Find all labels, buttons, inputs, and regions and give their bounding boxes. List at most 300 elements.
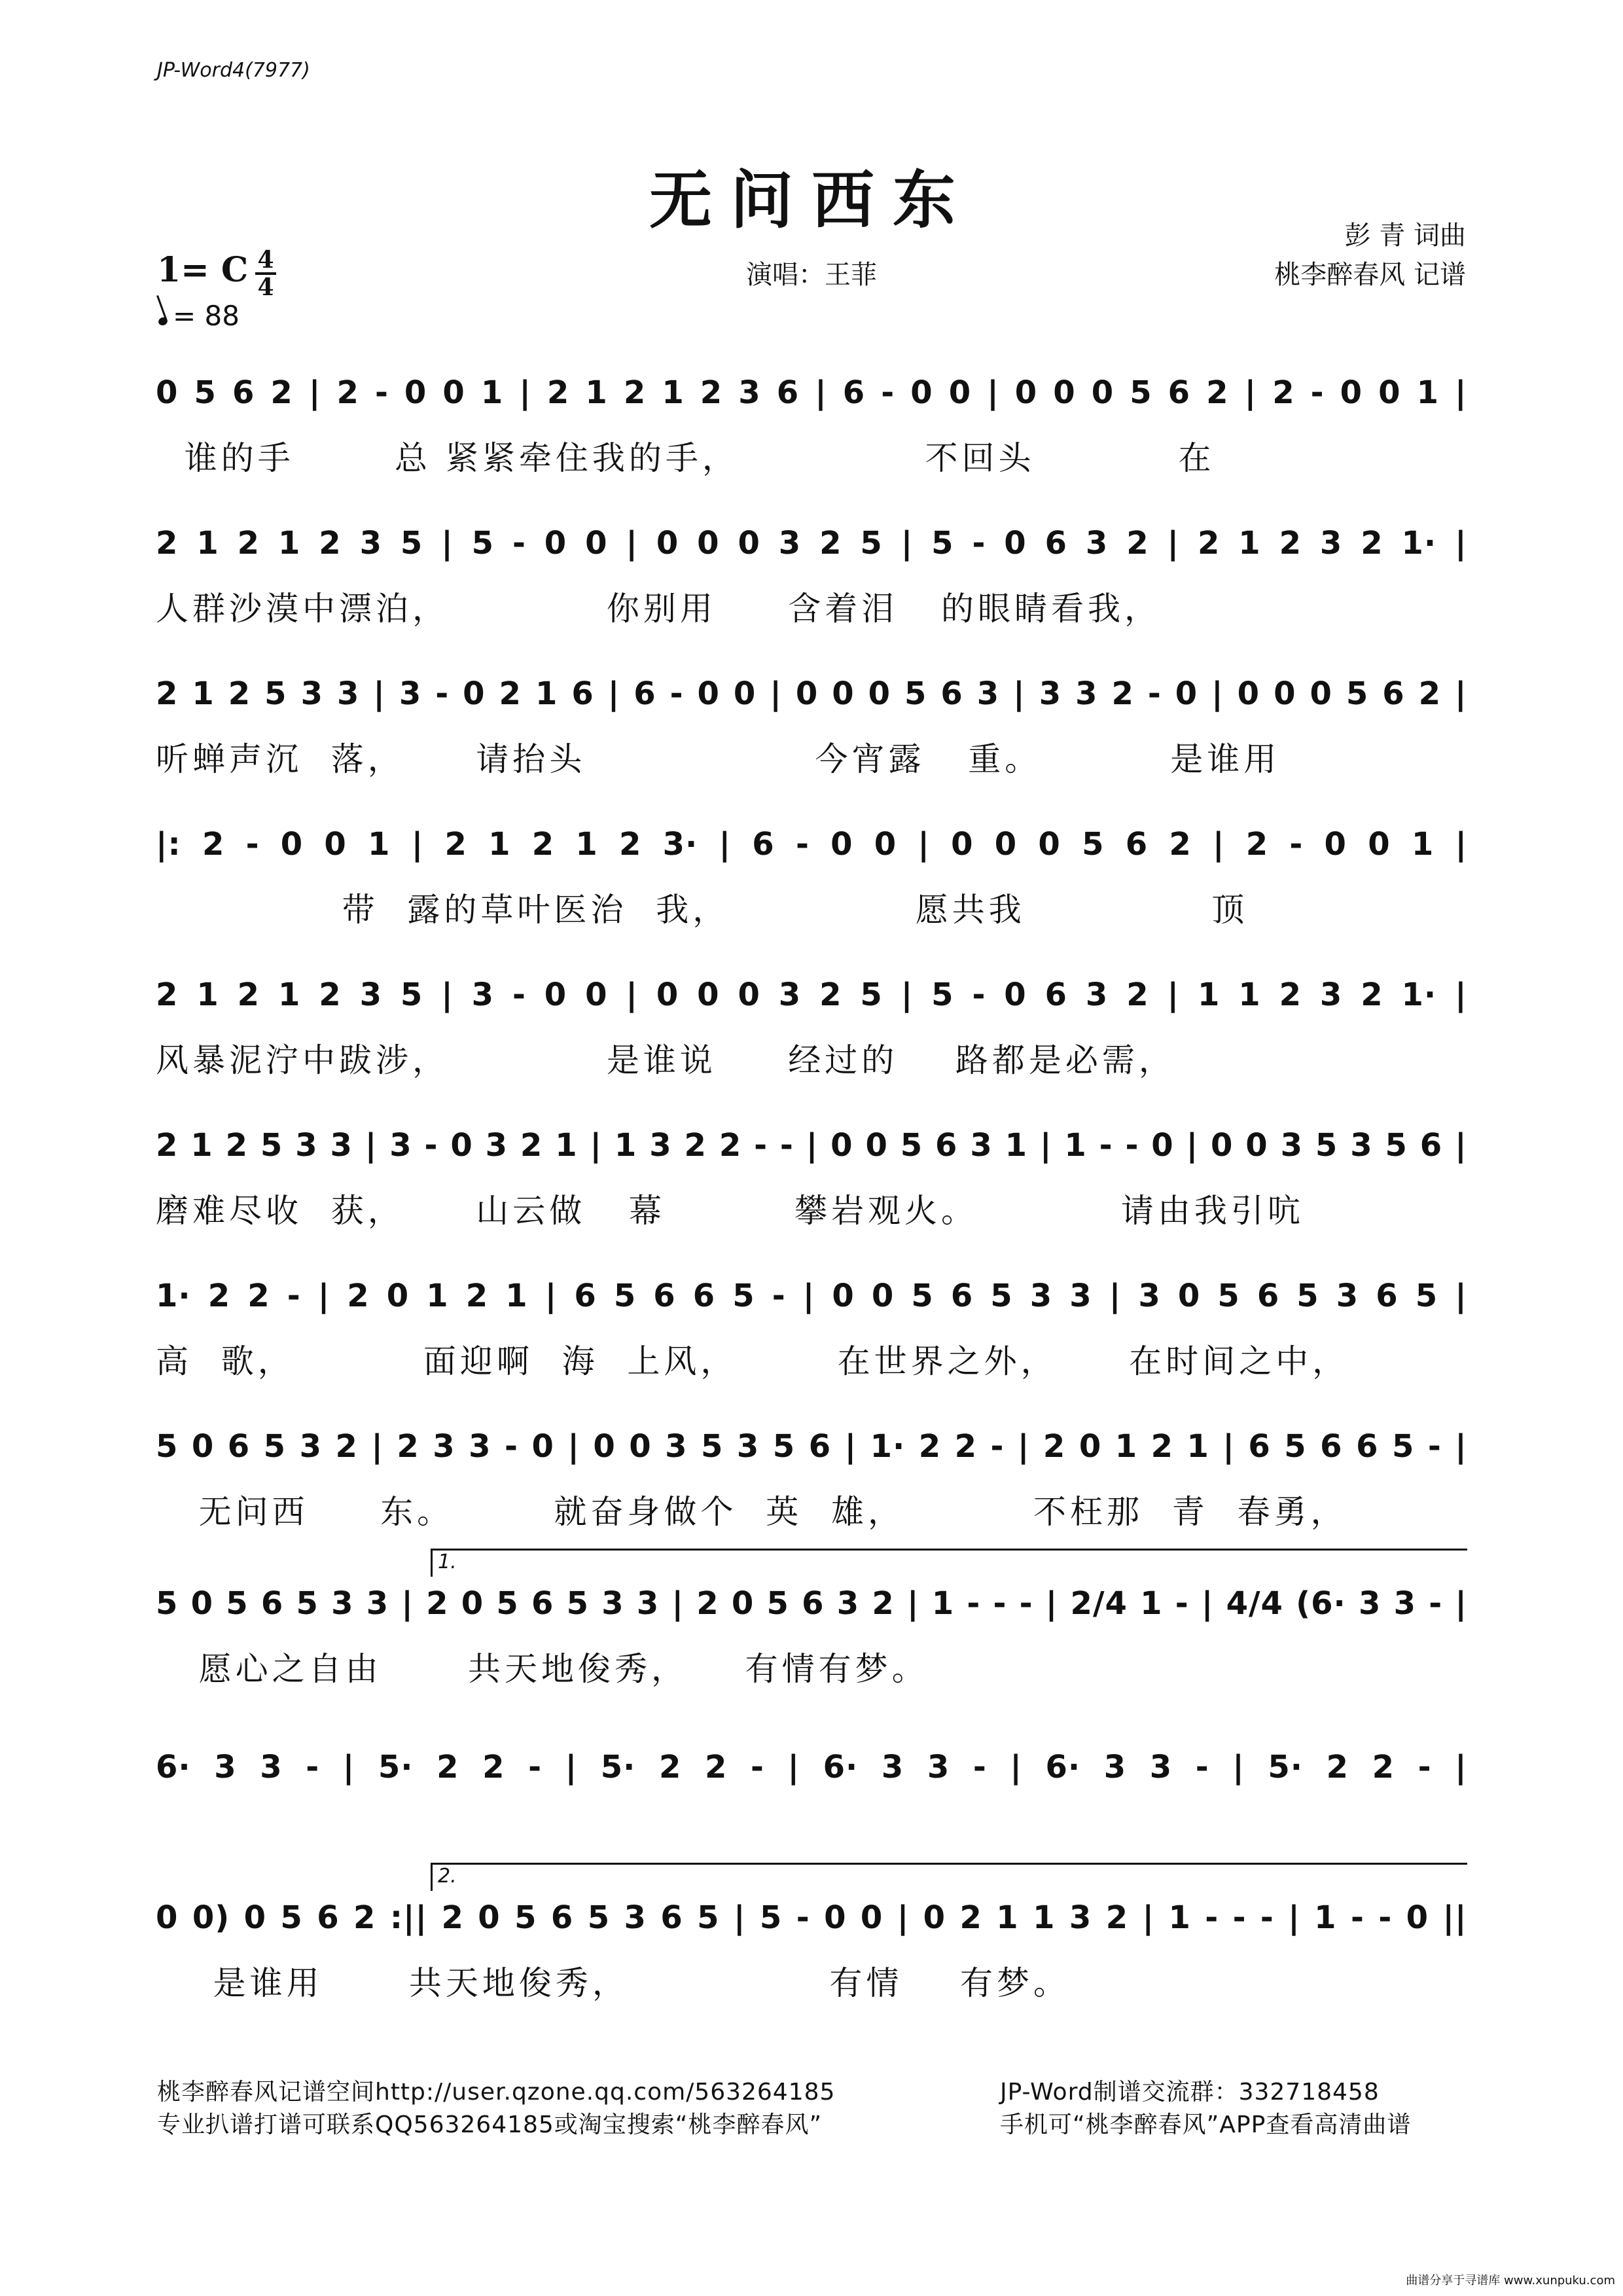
note-token: 6: [1257, 1278, 1280, 1314]
note-token: 5: [400, 525, 423, 562]
note-token: 2: [319, 977, 342, 1013]
note-token: 0: [450, 1127, 473, 1164]
note-token: 0: [585, 977, 608, 1013]
note-token: 6: [1356, 1428, 1379, 1465]
note-token: 2: [444, 826, 467, 863]
note-token: 3: [260, 1749, 283, 1785]
note-token: 0: [868, 675, 891, 712]
note-token: 2: [819, 525, 842, 562]
barline: |: [1142, 1899, 1155, 1936]
note-token: 6: [935, 1127, 958, 1164]
note-token: 3: [359, 977, 382, 1013]
note-token: 1: [480, 374, 504, 411]
note-token: 3: [736, 1428, 760, 1465]
note-token: 5: [1296, 1278, 1319, 1314]
song-title: 无问西东: [649, 163, 974, 237]
note-token: -: [512, 977, 526, 1013]
note-token: 0: [1004, 977, 1027, 1013]
note-token: 5: [296, 1585, 319, 1622]
lyric-line: 无问西 东。 就奋身做个 英 雄， 不枉那 青 春勇，: [156, 1493, 1347, 1531]
note-token: 0: [1151, 1127, 1174, 1164]
note-token: 2: [202, 826, 225, 863]
note-token: -: [528, 1749, 543, 1785]
note-token: -: [1289, 826, 1304, 863]
note-token: 0: [442, 374, 465, 411]
note-token: 3: [359, 525, 382, 562]
note-token: 2: [1326, 1749, 1349, 1785]
note-token: 0: [593, 1428, 616, 1465]
note-token: 1: [1168, 1899, 1191, 1936]
barline: |: [1212, 826, 1225, 863]
note-token: 2: [872, 1585, 895, 1622]
note-token: 0: [478, 1899, 501, 1936]
note-token: 6: [752, 826, 775, 863]
note-token: 5: [1284, 1428, 1307, 1465]
note-token: 6: [1376, 1278, 1399, 1314]
time-signature: [254, 247, 277, 300]
barline: |: [1455, 1585, 1467, 1622]
note-token: 0: [585, 525, 608, 562]
note-token: 3: [836, 1585, 860, 1622]
barline: |: [565, 1749, 578, 1785]
note-token: 2: [1169, 826, 1192, 863]
note-token: 0: [243, 1899, 266, 1936]
note-token: -: [967, 1585, 981, 1622]
volta-bracket: 2.: [431, 1863, 1467, 1891]
barline: |: [365, 1127, 378, 1164]
note-token: 1: [1005, 1127, 1028, 1164]
barline: |: [567, 1428, 580, 1465]
note-token: 1: [192, 675, 215, 712]
barline: |: [806, 1127, 819, 1164]
note-token: 1: [277, 525, 301, 562]
barline: |: [1211, 675, 1224, 712]
composer-credit: 彭 青 词曲: [1344, 221, 1466, 251]
note-token: 1: [662, 374, 685, 411]
note-token: 2: [1361, 525, 1383, 562]
note-token: 2: [353, 1899, 376, 1936]
note-token: 6: [227, 1428, 251, 1465]
note-token: 0: [1245, 1127, 1268, 1164]
note-token: 2: [499, 675, 522, 712]
note-token: 3: [665, 1428, 688, 1465]
note-token: 0): [192, 1899, 230, 1936]
barline: |: [1455, 675, 1467, 712]
notation-line: [156, 668, 1467, 720]
note-token: 1: [1115, 1428, 1138, 1465]
note-token: 2: [319, 525, 342, 562]
note-token: -: [972, 1749, 987, 1785]
barline: |: [1017, 1428, 1030, 1465]
note-token: -: [1099, 1127, 1113, 1164]
note-token: -: [993, 1585, 1007, 1622]
note-token: 5: [263, 1428, 287, 1465]
note-token: 2: [623, 374, 647, 411]
note-token: 3: [1138, 1278, 1161, 1314]
note-token: 0: [824, 1899, 847, 1936]
note-token: -: [750, 1749, 764, 1785]
quarter-note-icon: [157, 316, 168, 327]
barline: |: [815, 374, 827, 411]
note-token: -: [374, 374, 389, 411]
note-token: 0: [1310, 675, 1332, 712]
note-token: 6·: [156, 1749, 191, 1785]
barline: |: [1244, 374, 1257, 411]
note-token: -: [796, 1899, 810, 1936]
note-token: 5: [156, 1428, 179, 1465]
note-token: 2: [954, 1428, 978, 1465]
note-token: 1: [1238, 977, 1261, 1013]
note-token: 5: [514, 1899, 537, 1936]
note-token: 1: [426, 1278, 449, 1314]
note-token: 2: [228, 675, 251, 712]
barline: |: [907, 1585, 919, 1622]
barline: |: [1455, 374, 1467, 411]
note-token: 1: [931, 1585, 955, 1622]
barline: |: [626, 525, 638, 562]
note-token: 0: [1237, 675, 1260, 712]
note-token: 0: [463, 675, 486, 712]
notation-line: [156, 1577, 1467, 1630]
barline: |: [1045, 1585, 1058, 1622]
note-token: 5·: [378, 1749, 414, 1785]
note-token: -: [1175, 1585, 1189, 1622]
lyric-line: 高 歌， 面迎啊 海 上风， 在世界之外， 在时间之中，: [156, 1342, 1349, 1380]
note-token: 2: [207, 1278, 231, 1314]
note-token: 0: [324, 826, 347, 863]
note-token: 2/4: [1070, 1585, 1128, 1622]
note-token: 1·: [1401, 977, 1437, 1013]
note-token: 1: [1186, 1428, 1209, 1465]
note-token: 3: [1393, 1585, 1416, 1622]
note-token: 2: [704, 1749, 728, 1785]
note-token: 3: [1336, 1278, 1359, 1314]
barline: |: [1455, 525, 1467, 562]
note-token: 2: [1150, 1428, 1173, 1465]
note-token: 3: [636, 1585, 660, 1622]
site-watermark: 曲谱分享于寻谱库 www.xunpuku.com: [1406, 2274, 1615, 2287]
barline: |: [1167, 525, 1180, 562]
note-token: 2: [1279, 525, 1302, 562]
note-token: 0: [629, 1428, 652, 1465]
note-token: 1: [1064, 1127, 1087, 1164]
note-token: 6: [574, 1278, 597, 1314]
note-token: -: [1429, 1585, 1443, 1622]
note-token: -: [972, 977, 986, 1013]
note-token: 5: [260, 1127, 283, 1164]
note-token: 3: [433, 1428, 455, 1465]
note-token: 1·: [870, 1428, 906, 1465]
note-token: 1: [585, 374, 608, 411]
note-token: 0: [795, 675, 819, 712]
note-token: 2: [1043, 1428, 1066, 1465]
note-token: 2: [1126, 525, 1149, 562]
note-token: -: [287, 1278, 301, 1314]
note-token: 0: [1324, 826, 1347, 863]
note-token: 5: [264, 675, 287, 712]
note-token: 0: [865, 1127, 888, 1164]
note-token: 1: [1197, 977, 1221, 1013]
note-token: 3: [299, 1428, 322, 1465]
note-token: 6: [571, 675, 594, 712]
barline: ||: [1442, 1899, 1467, 1936]
barline: |: [1222, 1428, 1235, 1465]
note-token: 5: [904, 675, 927, 712]
lyric-line: 听蝉声沉 落， 请抬头 今宵露 重。 是谁用: [156, 740, 1281, 778]
lyric-line: 人群沙漠中漂泊， 你别用 含着泪 的眼睛看我，: [156, 590, 1161, 628]
note-token: 2: [1111, 675, 1134, 712]
note-token: 5: [1391, 1428, 1415, 1465]
note-token: 2: [531, 826, 555, 863]
note-token: -: [1019, 1585, 1033, 1622]
note-token: 0: [1004, 525, 1027, 562]
note-token: 5: [613, 1278, 637, 1314]
note-token: 5: [1130, 374, 1152, 411]
note-token: 6: [633, 675, 656, 712]
note-token: 2: [441, 1899, 464, 1936]
note-token: 0: [871, 1278, 895, 1314]
note-token: 3: [738, 374, 761, 411]
barline: |: [373, 675, 385, 712]
lyric-line: 愿心之自由 共天地俊秀， 有情有梦。: [156, 1650, 929, 1688]
note-token: 3: [1319, 525, 1343, 562]
note-token: -: [881, 374, 895, 411]
notation-line: [156, 367, 1467, 419]
barline: |: [371, 1428, 383, 1465]
note-token: 3: [1085, 977, 1109, 1013]
note-token: 0: [697, 525, 720, 562]
note-token: 5: [900, 1127, 923, 1164]
note-token: 3: [1280, 1127, 1303, 1164]
lyric-line: 是谁用 共天地俊秀， 有情 有梦。: [156, 1964, 1071, 2002]
note-token: 2: [156, 675, 179, 712]
note-token: 5·: [1268, 1749, 1304, 1785]
note-token: 2: [1206, 374, 1229, 411]
barline: |: [1455, 1127, 1467, 1164]
note-token: 2: [719, 1127, 742, 1164]
volta-bracket: 1.: [431, 1549, 1467, 1577]
note-token: 5: [471, 525, 495, 562]
notation-line: [156, 818, 1467, 870]
barline: |: [441, 977, 454, 1013]
barline: |: [519, 374, 531, 411]
note-token: 0: [994, 826, 1018, 863]
note-token: 5: [566, 1585, 590, 1622]
lyric-line: 带 露的草叶医治 我， 愿共我 顶: [156, 891, 1249, 929]
note-token: 0: [156, 1899, 179, 1936]
note-token: 0: [733, 675, 757, 712]
barline: |: [441, 525, 454, 562]
note-token: 2: [700, 374, 723, 411]
tempo-marking: [158, 300, 240, 332]
note-token: 2: [1197, 525, 1221, 562]
note-token: 1: [1314, 1899, 1337, 1936]
software-label: JP-Word4(7977): [157, 59, 310, 82]
note-token: 0: [544, 525, 567, 562]
note-token: 2: [684, 1127, 707, 1164]
note-token: 6: [950, 1278, 974, 1314]
barline: |: [342, 1749, 355, 1785]
note-token: 3: [1069, 1899, 1092, 1936]
note-token: 6: [531, 1585, 554, 1622]
note-token: 3: [1358, 1585, 1382, 1622]
note-token: 0: [1211, 1127, 1234, 1164]
note-token: 0: [656, 525, 679, 562]
note-token: 2: [237, 977, 260, 1013]
note-token: 0: [731, 1585, 755, 1622]
barline: |: [1167, 977, 1180, 1013]
barline: |: [787, 1749, 800, 1785]
note-token: 5: [1415, 1278, 1438, 1314]
notation-line: [156, 1270, 1467, 1322]
note-token: -: [1147, 675, 1162, 712]
note-token: 1: [614, 1127, 637, 1164]
note-token: 0: [1368, 826, 1391, 863]
notation-line: [156, 1420, 1467, 1473]
note-token: 0: [697, 675, 720, 712]
note-token: 3: [970, 1127, 993, 1164]
note-token: 0: [386, 1278, 410, 1314]
note-token: 1: [1238, 525, 1261, 562]
note-token: 0: [860, 1899, 883, 1936]
note-token: 5: [1315, 1127, 1338, 1164]
note-token: 3: [469, 1428, 491, 1465]
note-token: -: [972, 525, 986, 562]
note-token: 0: [832, 675, 855, 712]
note-token: 0: [461, 1585, 484, 1622]
footer-left-1: 桃李醉春风记谱空间http://user.qzone.qq.com/563264185: [157, 2079, 836, 2106]
note-token: 3·: [662, 826, 698, 863]
note-token: 6: [260, 1585, 284, 1622]
barline: |: [607, 675, 620, 712]
note-token: -: [1232, 1899, 1247, 1936]
note-token: 2: [619, 826, 642, 863]
note-token: 0: [191, 1428, 215, 1465]
note-token: 2: [1245, 826, 1269, 863]
note-token: 1: [996, 1899, 1019, 1936]
barline: |: [1455, 1278, 1467, 1314]
note-token: 6: [802, 1585, 825, 1622]
note-token: 2: [520, 1127, 543, 1164]
note-token: 1: [196, 525, 219, 562]
note-token: -: [1378, 1899, 1393, 1936]
note-token: 3: [295, 1127, 318, 1164]
note-token: 3: [214, 1749, 237, 1785]
barline: |: [987, 374, 999, 411]
note-token: 2: [156, 977, 179, 1013]
notation-line: [156, 1741, 1467, 1793]
note-token: 2: [819, 977, 842, 1013]
note-token: 2: [696, 1585, 719, 1622]
note-token: 2: [546, 374, 570, 411]
note-token: 0: [404, 374, 427, 411]
note-token: 4/4: [1226, 1585, 1283, 1622]
note-token: 5: [990, 1278, 1013, 1314]
note-token: 6: [653, 1278, 676, 1314]
note-token: 0: [830, 1127, 853, 1164]
note-token: 2: [237, 525, 260, 562]
note-token: 6: [550, 1899, 574, 1936]
note-token: (6·: [1296, 1585, 1346, 1622]
note-token: 5: [766, 1585, 789, 1622]
note-token: 2: [482, 1749, 505, 1785]
note-token: 5: [772, 1428, 796, 1465]
note-token: 2: [1279, 977, 1302, 1013]
barline: |: [1010, 1749, 1022, 1785]
note-token: 1: [1411, 826, 1435, 863]
time-sig-top: 4: [257, 246, 274, 274]
note-token: 5: [280, 1899, 303, 1936]
note-token: 3: [976, 675, 1000, 712]
note-token: 5: [1082, 826, 1105, 863]
note-token: 0: [1091, 374, 1115, 411]
note-token: -: [435, 675, 450, 712]
note-token: 1·: [1401, 525, 1437, 562]
note-token: 3: [1103, 1749, 1127, 1785]
barline: |: [719, 826, 732, 863]
barline: |: [671, 1585, 685, 1622]
note-token: 1: [555, 1127, 578, 1164]
time-sig-bottom: 4: [257, 274, 274, 301]
note-token: -: [990, 1428, 1005, 1465]
note-token: 5: [860, 525, 883, 562]
lyric-line: 磨难尽收 获， 山云做 幕 攀岩观火。 请由我引吭: [156, 1192, 1304, 1230]
note-token: 2: [225, 1127, 248, 1164]
note-token: 0: [1274, 675, 1296, 712]
barline: |: [802, 1278, 815, 1314]
note-token: 0: [1378, 374, 1401, 411]
barline: |: [1455, 1749, 1467, 1785]
note-token: -: [306, 1749, 320, 1785]
note-token: 3: [300, 675, 323, 712]
note-token: -: [1350, 1899, 1364, 1936]
note-token: 1: [190, 1127, 213, 1164]
lyric-line: 谁的手 总 紧紧牵住我的手， 不回头 在: [156, 439, 1215, 477]
note-token: 2: [156, 1127, 179, 1164]
note-token: -: [512, 525, 526, 562]
note-token: 3: [624, 1899, 647, 1936]
note-token: 3: [927, 1749, 950, 1785]
note-token: -: [245, 826, 260, 863]
barline: |: [918, 826, 930, 863]
note-token: -: [424, 1127, 438, 1164]
note-token: 5: [400, 977, 423, 1013]
note-token: 3: [601, 1585, 624, 1622]
note-token: 3: [471, 977, 495, 1013]
note-token: 3: [366, 1585, 389, 1622]
note-token: 6·: [823, 1749, 859, 1785]
note-token: 3: [330, 1127, 353, 1164]
note-token: 3: [778, 977, 802, 1013]
note-token: 0: [923, 1899, 946, 1936]
note-token: 6·: [1045, 1749, 1081, 1785]
note-token: 0: [1079, 1428, 1102, 1465]
barline: |: [901, 977, 914, 1013]
note-token: -: [779, 1127, 794, 1164]
barline: |: [1288, 1899, 1300, 1936]
note-token: 3: [1350, 1127, 1373, 1164]
note-token: 3: [1085, 525, 1109, 562]
footer-right-2: 手机可“桃李醉春风”APP查看高清曲谱: [1000, 2111, 1412, 2138]
note-token: -: [1125, 1127, 1139, 1164]
note-token: 6: [1044, 525, 1067, 562]
note-token: 6: [1320, 1428, 1343, 1465]
note-token: 2: [1418, 675, 1442, 712]
barline: |: [1186, 1127, 1199, 1164]
note-token: -: [1260, 1899, 1274, 1936]
note-token: 5: [931, 977, 954, 1013]
note-token: 0: [948, 374, 972, 411]
